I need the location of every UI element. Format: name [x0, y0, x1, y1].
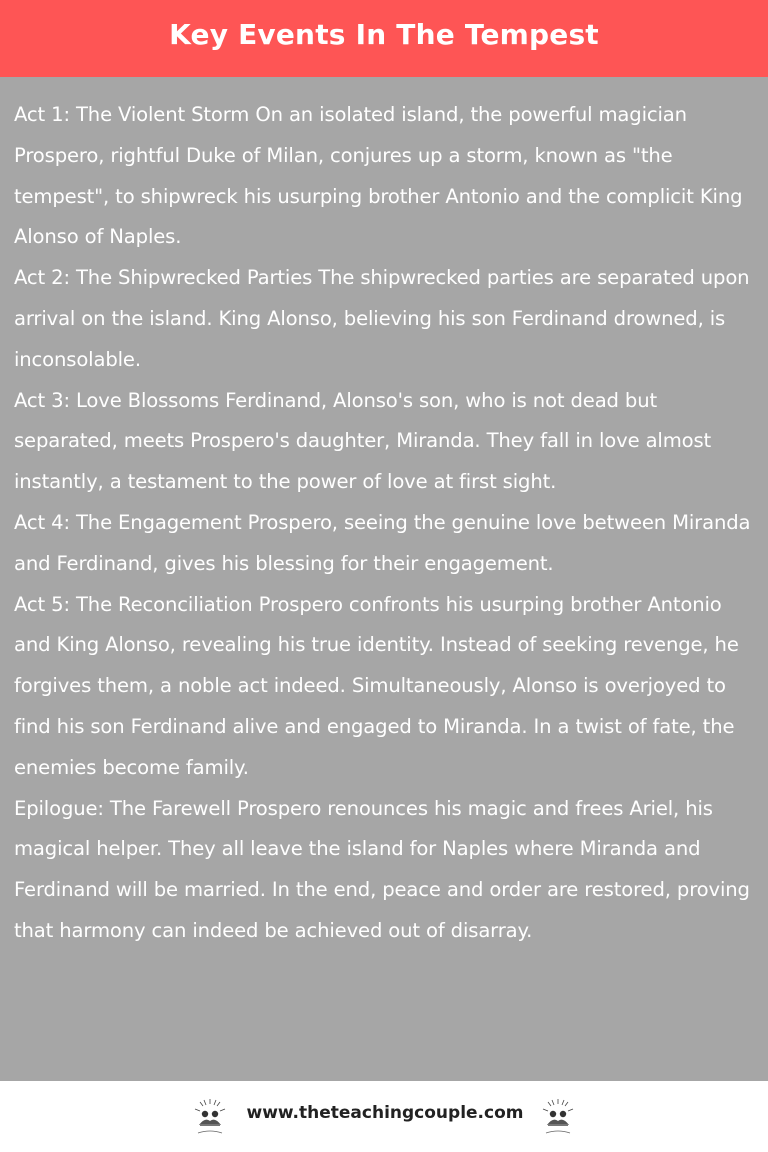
teaching-couple-logo-icon: [539, 1097, 577, 1137]
teaching-couple-logo-icon: [191, 1097, 229, 1137]
page-title: Key Events In The Tempest: [169, 18, 599, 51]
event-act-3: Act 3: Love Blossoms Ferdinand, Alonso's son, who is not dead but separated, meets Prospero's daughter, Miranda. They fall in love almost instantly, a testament to the power of love at first sight.: [14, 388, 712, 494]
event-epilogue: Epilogue: The Farewell Prospero renounces his magic and frees Ariel, his magical helper. They all leave the island for Naples where Miranda and Ferdinand will be married. In the end, peace and order are restored, proving that harmony can indeed be achieved out of disarray.: [14, 796, 750, 942]
footer: [0, 1081, 768, 1152]
website-url[interactable]: www.theteachingcouple.com: [246, 1103, 524, 1123]
event-act-4: Act 4: The Engagement Prospero, seeing the genuine love between Miranda and Ferdinand, gives his blessing for their engagement.: [14, 510, 751, 575]
title-banner: [0, 0, 768, 77]
footer-brand: [0, 1097, 768, 1137]
event-act-5: Act 5: The Reconciliation Prospero confronts his usurping brother Antonio and King Alonso, revealing his true identity. Instead of seeking revenge, he forgives them, a noble act indeed. Simultaneously, Alonso is overjoyed to find his son Ferdinand alive and engaged to Miranda. In a twist of fate, the enemies become family.: [14, 592, 739, 779]
events-panel: [0, 77, 768, 1081]
event-act-2: Act 2: The Shipwrecked Parties The shipwrecked parties are separated upon arrival on the island. King Alonso, believing his son Ferdinand drowned, is inconsolable.: [14, 266, 750, 371]
event-act-1: Act 1: The Violent Storm On an isolated island, the powerful magician Prospero, rightful Duke of Milan, conjures up a storm, known as "the tempest", to shipwreck his usurping brother Antonio and the complicit King Alonso of Naples.: [14, 103, 743, 249]
